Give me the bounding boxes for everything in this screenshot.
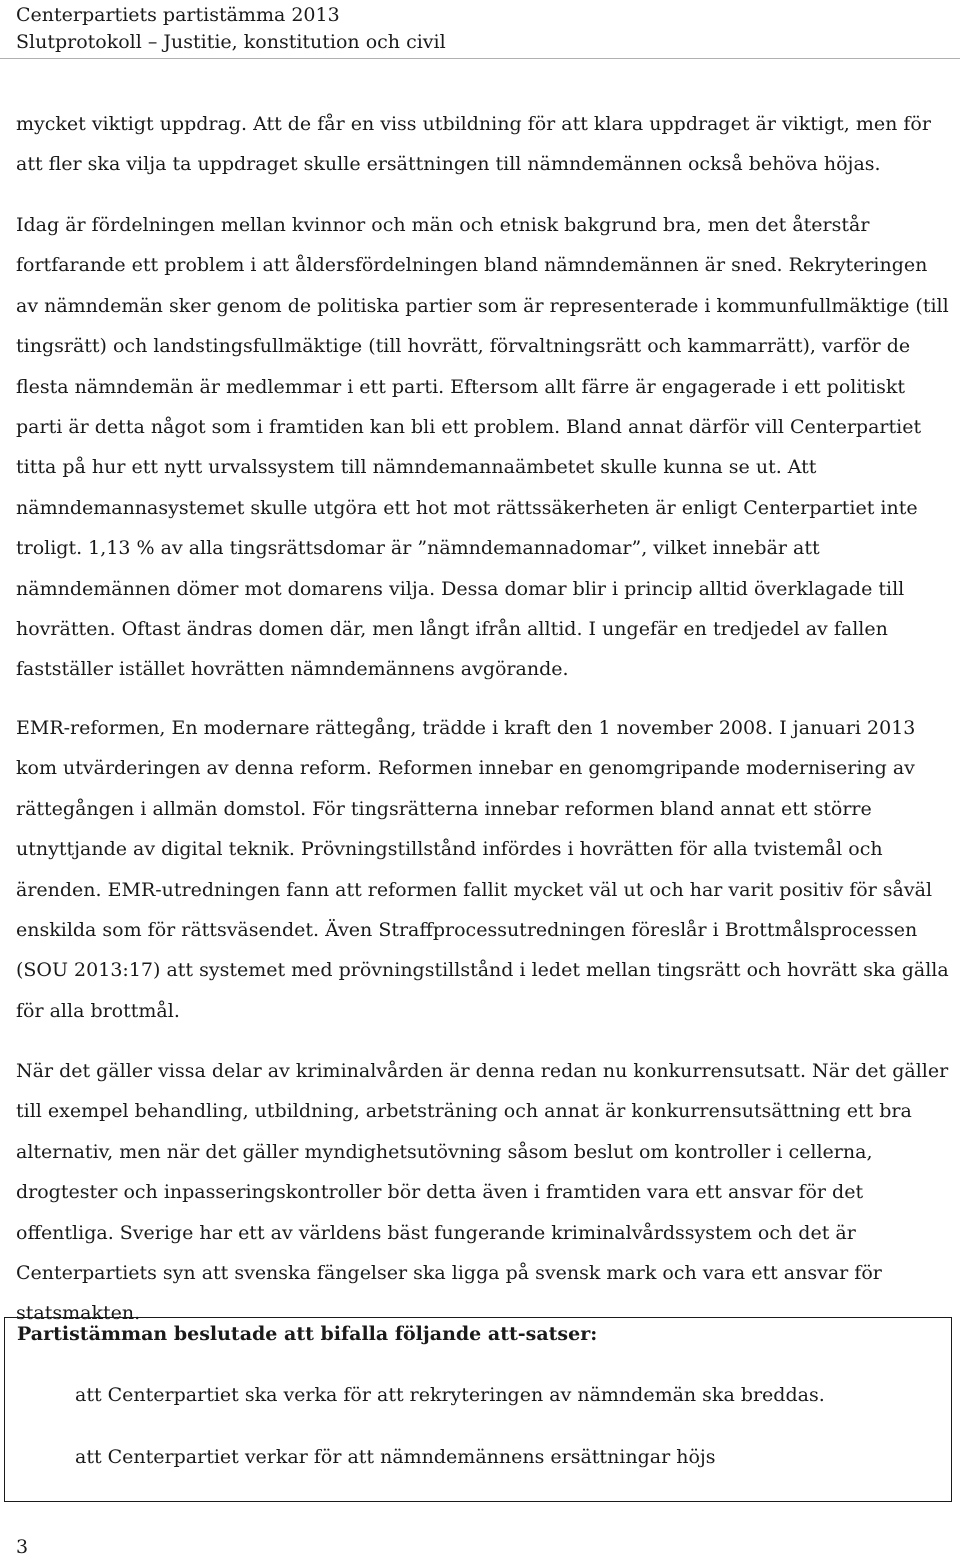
page-header: [16, 2, 446, 56]
paragraph: När det gäller vissa delar av kriminalvården är denna redan nu konkurrensutsatt. När det gäller till exempel behandling, utbildning, arbetsträning och annat är konkurrensutsättning ett bra alternativ, men när det gäller myndighetsutövning såsom beslut om kontroller i cellerna, drogtester och inpasseringskontroller bör detta även i framtiden vara ett ansvar för det offentliga. Sverige har ett av världens bäst fungerande kriminalvårdssystem och det är Centerpartiets syn att svenska fängelser ska ligga på svensk mark och vara ett ansvar för statsmakten.: [16, 1060, 949, 1325]
paragraph: EMR-reformen, En modernare rättegång, trädde i kraft den 1 november 2008. I januari 2013 kom utvärderingen av denna reform. Reformen innebar en genomgripande modernisering av rättegången i allmän domstol. För tingsrätterna innebar reformen bland annat ett större utnyttjande av digital teknik. Prövningstillstånd infördes i hovrätten för alla tvistemål och ärenden. EMR-utredningen fann att reformen fallit mycket väl ut och har varit positiv för såväl enskilda som för rättsväsendet. Även Straffprocessutredningen föreslår i Brottmålsprocessen (SOU 2013:17) att systemet med prövningstillstånd i ledet mellan tingsrätt och hovrätt ska gälla för alla brottmål.: [16, 717, 949, 1022]
header-title: Centerpartiets partistämma 2013: [16, 4, 340, 26]
page-number: 3: [16, 1536, 29, 1558]
header-subtitle: Slutprotokoll – Justitie, konstitution och civil: [16, 31, 446, 53]
header-divider: [0, 58, 960, 59]
paragraph: mycket viktigt uppdrag. Att de får en viss utbildning för att klara uppdraget är viktigt, men för att fler ska vilja ta uppdraget skulle ersättningen till nämndemännen också behöva höjas.: [16, 113, 931, 176]
resolution-box: [4, 1317, 952, 1502]
resolution-item: att Centerpartiet ska verka för att rekryteringen av nämndemän ska breddas.: [75, 1384, 825, 1406]
resolution-title: Partistämman beslutade att bifalla följande att-satser:: [17, 1323, 598, 1345]
paragraph: Idag är fördelningen mellan kvinnor och män och etnisk bakgrund bra, men det återstår fortfarande ett problem i att åldersfördelningen bland nämndemännen är sned. Rekryteringen av nämndemän sker genom de politiska partier som är representerade i kommunfullmäktige (till tingsrätt) och landstingsfullmäktige (till hovrätt, förvaltningsrätt och kammarrätt), varför de flesta nämndemän är medlemmar i ett parti. Eftersom allt färre är engagerade i ett politiskt parti är detta något som i framtiden kan bli ett problem. Bland annat därför vill Centerpartiet titta på hur ett nytt urvalssystem till nämndemannaämbetet skulle kunna se ut. Att nämndemannasystemet skulle utgöra ett hot mot rättssäkerheten är enligt Centerpartiet inte troligt. 1,13 % av alla tingsrättsdomar är ”nämndemannadomar”, vilket innebär att nämndemännen dömer mot domarens vilja. Dessa domar blir i princip alltid överklagade till hovrätten. Oftast ändras domen där, men långt ifrån alltid. I ungefär en tredjedel av fallen fastställer istället hovrätten nämndemännens avgörande.: [16, 214, 949, 681]
resolution-item: att Centerpartiet verkar för att nämndemännens ersättningar höjs: [75, 1446, 716, 1468]
